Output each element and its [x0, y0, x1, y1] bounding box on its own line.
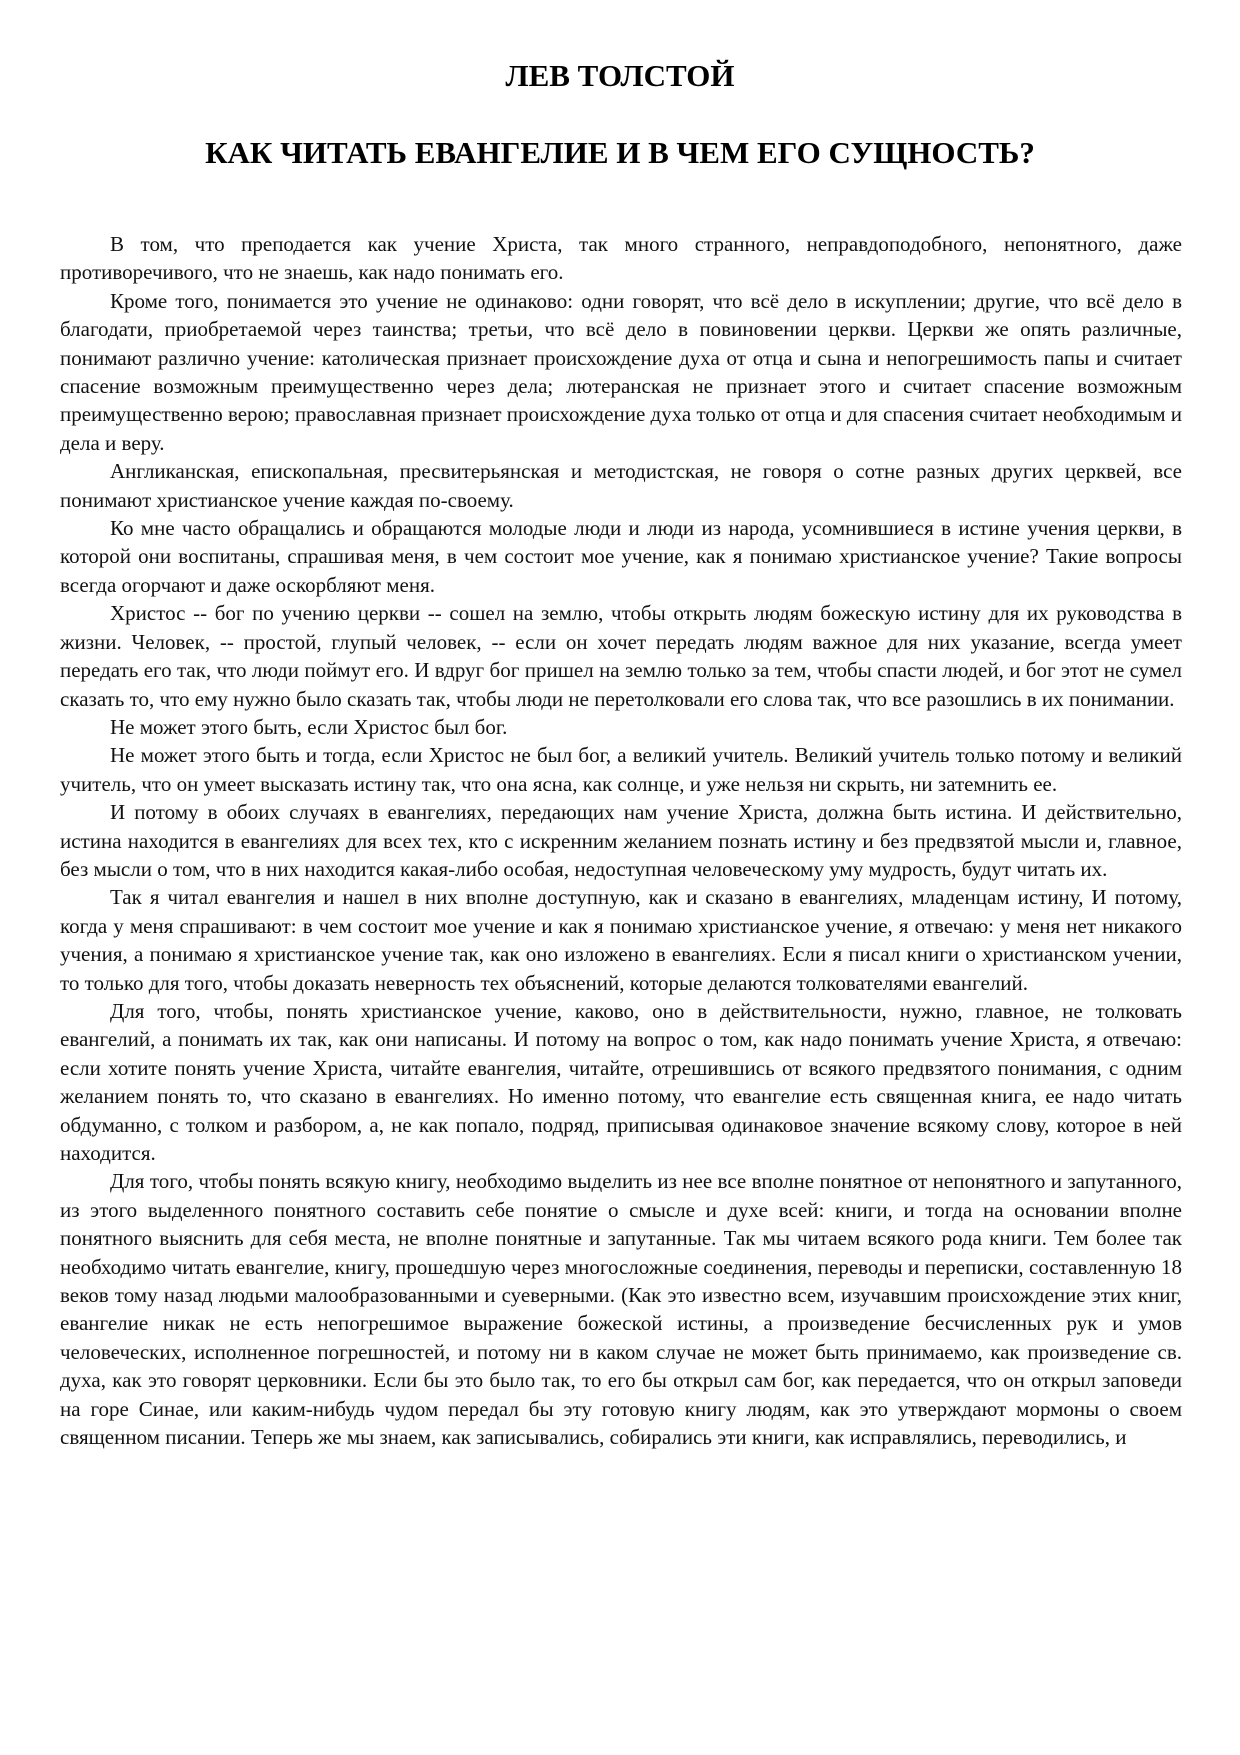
- paragraph: Не может этого быть и тогда, если Христос не был бог, а великий учитель. Великий учитель только потому и великий учитель, что он умеет высказать истину так, что она ясна, как солнце, и уже нельзя ни скрыть, ни затемнить ее.: [60, 743, 1182, 796]
- paragraph: Кроме того, понимается это учение не одинаково: одни говорят, что всё дело в искуплении; другие, что всё дело в благодати, приобретаемой через таинства; третьи, что всё дело в повиновении церкви. Церкви же опять различные, понимают различно учение: католическая признает происхождение духа от отца и сына и непогрешимость папы и считает спасение возможным преимущественно через дела; лютеранская не признает этого и считает спасение возможным преимущественно верою; православная признает происхождение духа только от отца и для спасения считает необходимым и дела и веру.: [60, 288, 1182, 455]
- page-title: КАК ЧИТАТЬ ЕВАНГЕЛИЕ И В ЧЕМ ЕГО СУЩНОСТЬ?: [205, 135, 1035, 170]
- paragraph: Ко мне часто обращались и обращаются молодые люди и люди из народа, усомнившиеся в истине учения церкви, в которой они воспитаны, спрашивая меня, в чем состоит мое учение, как я понимаю христианское учение? Такие вопросы всегда огорчают и даже оскорбляют меня.: [60, 516, 1182, 597]
- paragraph: И потому в обоих случаях в евангелиях, передающих нам учение Христа, должна быть истина. И действительно, истина находится в евангелиях для всех тех, кто с искренним желанием познать истину и без предвзятой мысли и, главное, без мысли о том, что в них находится какая-либо особая, недоступная человеческому уму мудрость, будут читать их.: [60, 800, 1182, 881]
- paragraph: Не может этого быть, если Христос был бог.: [110, 714, 508, 739]
- paragraph: В том, что преподается как учение Христа, так много странного, неправдоподобного, непонятного, даже противоречивого, что не знаешь, как надо понимать его.: [60, 232, 1182, 285]
- paragraph: Для того, чтобы, понять христианское учение, каково, оно в действительности, нужно, главное, не толковать евангелий, а понимать их так, как они написаны. И потому на вопрос о том, как надо понимать учение Христа, я отвечаю: если хотите понять учение Христа, читайте евангелия, читайте, отрешившись от всякого предвзятого понимания, с одним желанием понять то, что сказано в евангелиях. Но именно потому, что евангелие есть священная книга, ее надо читать обдуманно, с толком и разбором, а, не как попало, подряд, приписывая одинаковое значение всякому слову, которое в ней находится.: [60, 998, 1182, 1165]
- paragraph: Так я читал евангелия и нашел в них вполне доступную, как и сказано в евангелиях, младенцам истину, И потому, когда у меня спрашивают: в чем состоит мое учение и как я понимаю христианское учение, я отвечаю: у меня нет никакого учения, а понимаю я христианское учение так, как оно изложено в евангелиях. Если я писал книги о христианском учении, то только для того, чтобы доказать неверность тех объяснений, которые делаются толкователями евангелий.: [60, 885, 1182, 995]
- author-heading: ЛЕВ ТОЛСТОЙ: [505, 58, 735, 93]
- paragraph: Англиканская, епископальная, пресвитерьянская и методистская, не говоря о сотне разных других церквей, все понимают христианское учение каждая по-своему.: [60, 459, 1182, 512]
- paragraph: Для того, чтобы понять всякую книгу, необходимо выделить из нее все вполне понятное от непонятного и запутанного, из этого выделенного понятного составить себе понятие о смысле и духе всей: книги, и тогда на основании вполне понятного выяснить для себя места, не вполне понятные и запутанные. Так мы читаем всякого рода книги. Тем более так необходимо читать евангелие, книгу, прошедшую через многосложные соединения, переводы и переписки, составленную 18 веков тому назад людьми малообразованными и суеверными. (Как это известно всем, изучавшим происхождение этих книг, евангелие никак не есть непогрешимое выражение божеской истины, а произведение бесчисленных рук и умов человеческих, исполненное погрешностей, и потому ни в каком случае не может быть принимаемо, как произведение св. духа, как это говорят церковники. Если бы это было так, то его бы открыл сам бог, как передается, что он открыл заповеди на горе Синае, или каким-нибудь чудом передал бы эту готовую книгу людям, как это утверждают мормоны о своем священном писании. Теперь же мы знаем, как записывались, собирались эти книги, как исправлялись, переводились, и: [60, 1169, 1182, 1450]
- paragraph: Христос -- бог по учению церкви -- сошел на землю, чтобы открыть людям божескую истину для их руководства в жизни. Человек, -- простой, глупый человек, -- если он хочет передать людям важное для них указание, всегда умеет передать его так, что люди поймут его. И вдруг бог пришел на землю только за тем, чтобы спасти людей, и бог этот не сумел сказать то, что ему нужно было сказать так, чтобы люди не перетолковали его слова так, что все разошлись в их понимании.: [60, 601, 1182, 711]
- body-text: [60, 230, 1182, 1451]
